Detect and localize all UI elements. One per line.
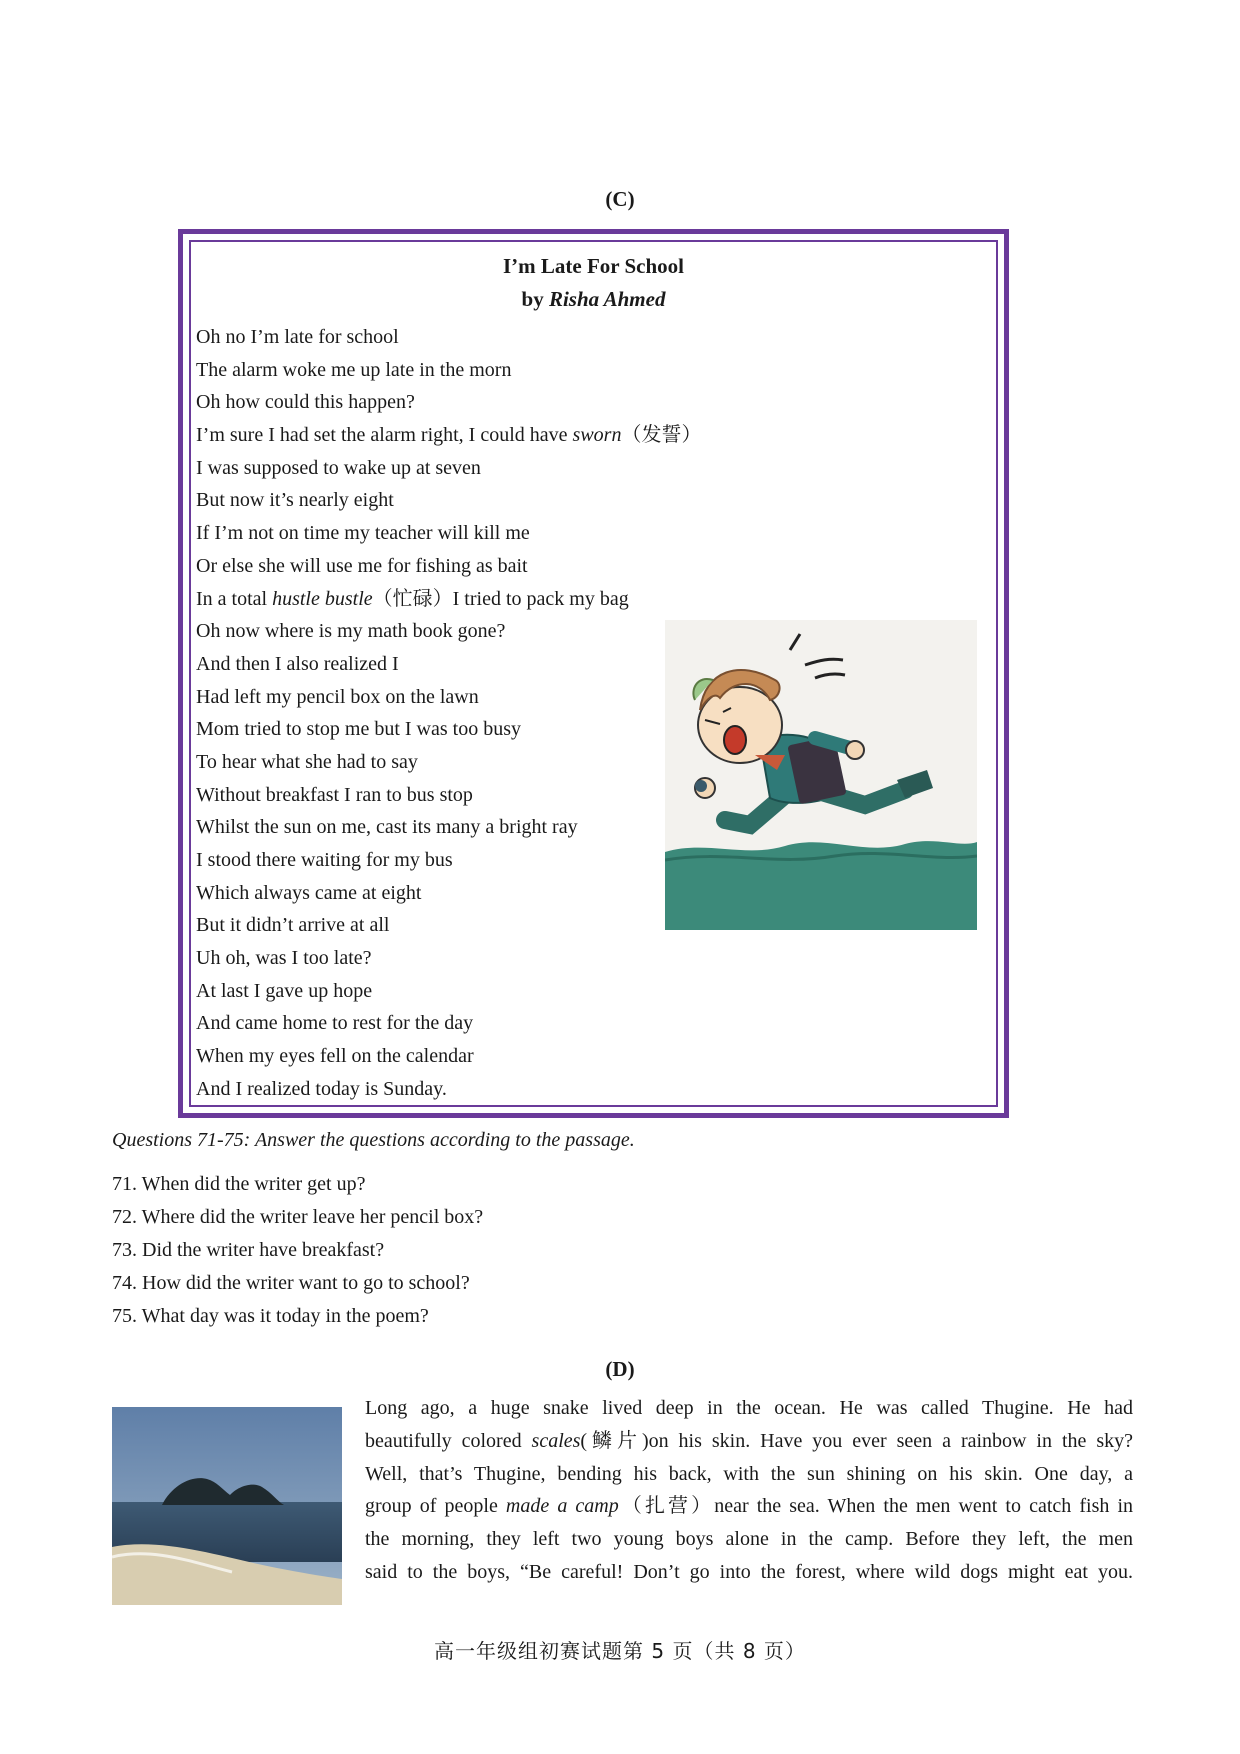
section-d-heading: (D) bbox=[605, 1357, 635, 1381]
page-footer: 高一年级组初赛试题第 5 页（共 8 页） bbox=[434, 1639, 806, 1663]
glossed-word: made a camp bbox=[505, 1495, 619, 1518]
question-item: 74. How did the writer want to go to school? bbox=[112, 1272, 470, 1294]
poem-line bbox=[196, 583, 701, 616]
chinese-gloss: （发誓） bbox=[621, 424, 702, 447]
island-photo bbox=[112, 1407, 342, 1605]
poem-line: Oh how could this happen? bbox=[196, 391, 415, 414]
poem-line: I stood there waiting for my bus bbox=[196, 849, 453, 871]
glossed-word: hustle bustle bbox=[272, 587, 373, 610]
poem-line: But now it’s nearly eight bbox=[196, 489, 394, 512]
question-item: 71. When did the writer get up? bbox=[112, 1173, 366, 1195]
poem-line: And came home to rest for the day bbox=[196, 1012, 474, 1035]
poem-line: And then I also realized I bbox=[196, 652, 399, 675]
island-drawing bbox=[112, 1407, 342, 1605]
story-line bbox=[365, 1425, 1133, 1458]
story-line: the morning, they left two young boys alone in the camp. Before they left, the men bbox=[365, 1528, 1133, 1551]
story-line: Long ago, a huge snake lived deep in the ocean. He was called Thugine. He had bbox=[365, 1397, 1133, 1419]
poem-line: At last I gave up hope bbox=[196, 979, 373, 1002]
poem-line: The alarm woke me up late in the morn bbox=[196, 358, 512, 381]
poem-line: But it didn’t arrive at all bbox=[196, 914, 390, 937]
poem-line: Whilst the sun on me, cast its many a bright ray bbox=[196, 816, 578, 839]
running-boy-illustration bbox=[665, 620, 977, 930]
story-line: said to the boys, “Be careful! Don’t go into the forest, where wild dogs might eat you. bbox=[365, 1560, 1133, 1583]
poem-line: To hear what she had to say bbox=[196, 750, 418, 773]
poem-line-text: （忙碌）I tried to pack my bag bbox=[372, 587, 629, 610]
question-item: 73. Did the writer have breakfast? bbox=[112, 1239, 385, 1261]
story-line-text: beautifully colored bbox=[365, 1429, 532, 1452]
poem-line: And I realized today is Sunday. bbox=[196, 1077, 447, 1100]
story-line-text: （扎营）near the sea. When the men went to catch fish in bbox=[618, 1495, 1134, 1518]
poem-line: Oh now where is my math book gone? bbox=[196, 620, 506, 643]
poem-line: If I’m not on time my teacher will kill me bbox=[196, 522, 530, 545]
poem-line: Mom tried to stop me but I was too busy bbox=[196, 718, 521, 741]
story-line-text: (鳞片)on his skin. Have you ever seen a rainbow in the sky? bbox=[580, 1429, 1133, 1452]
story-line bbox=[365, 1490, 1133, 1523]
poem-line: Oh no I’m late for school bbox=[196, 326, 399, 348]
poem-lines bbox=[196, 321, 701, 1106]
poem-line: When my eyes fell on the calendar bbox=[196, 1045, 474, 1068]
poem-line: Without breakfast I ran to bus stop bbox=[196, 783, 473, 806]
question-item: 72. Where did the writer leave her pencil box? bbox=[112, 1206, 484, 1228]
question-item: 75. What day was it today in the poem? bbox=[112, 1305, 429, 1327]
poem-author bbox=[183, 287, 1004, 312]
running-boy-drawing bbox=[665, 620, 977, 930]
question-list bbox=[112, 1168, 483, 1333]
poem-title: I’m Late For School bbox=[502, 254, 684, 278]
glossed-word: scales bbox=[531, 1429, 581, 1452]
author-name: Risha Ahmed bbox=[548, 287, 666, 311]
poem-line: Or else she will use me for fishing as bait bbox=[196, 554, 528, 577]
section-c-heading: (C) bbox=[605, 187, 635, 211]
poem-line-text: I’m sure I had set the alarm right, I could have bbox=[196, 424, 573, 447]
poem-line: Which always came at eight bbox=[196, 881, 422, 904]
poem-line: Had left my pencil box on the lawn bbox=[196, 685, 479, 708]
author-prefix: by bbox=[521, 287, 549, 311]
story-passage bbox=[365, 1392, 1133, 1589]
poem-line: Uh oh, was I too late? bbox=[196, 947, 372, 970]
poem-line bbox=[196, 419, 701, 452]
story-line: Well, that’s Thugine, bending his back, with the sun shining on his skin. One day, a bbox=[365, 1462, 1133, 1485]
questions-instruction: Questions 71-75: Answer the questions according to the passage. bbox=[112, 1129, 635, 1151]
poem-line: I was supposed to wake up at seven bbox=[196, 456, 481, 479]
story-line-text: group of people bbox=[365, 1495, 506, 1518]
poem-line-text: In a total bbox=[196, 587, 273, 610]
glossed-word: sworn bbox=[572, 424, 622, 447]
